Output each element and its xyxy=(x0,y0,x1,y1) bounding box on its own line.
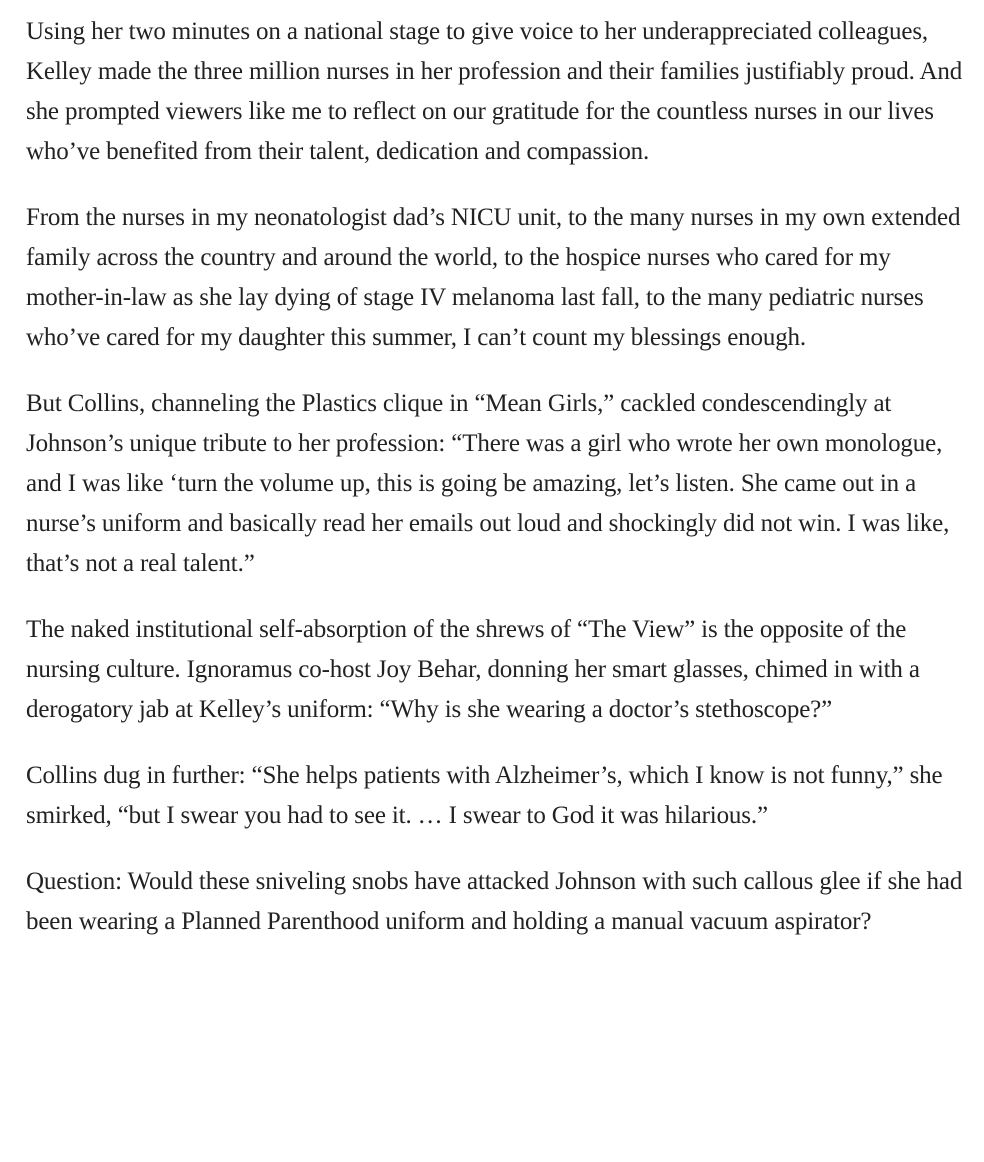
paragraph: From the nurses in my neonatologist dad’s NICU unit, to the many nurses in my own extended family across the country and around the world, to the hospice nurses who cared for my mother-in-law as she lay dying of stage IV melanoma last fall, to the many pediatric nurses who’ve cared for my daughter this summer, I can’t count my blessings enough. xyxy=(26,204,961,351)
paragraph: Using her two minutes on a national stage to give voice to her underappreciated colleagues, Kelley made the three million nurses in her profession and their families justifiably proud. And she prompted viewers like me to reflect on our gratitude for the countless nurses in our lives who’ve benefited from their talent, dedication and compassion. xyxy=(26,18,963,165)
paragraph: But Collins, channeling the Plastics clique in “Mean Girls,” cackled condescendingly at Johnson’s unique tribute to her profession: “There was a girl who wrote her own monologue, and I was like ‘turn the volume up, this is going be amazing, let’s listen. She came out in a nurse’s uniform and basically read her emails out loud and shockingly did not win. I was like, that’s not a real talent.” xyxy=(26,390,950,577)
paragraph: The naked institutional self-absorption of the shrews of “The View” is the opposite of the nursing culture. Ignoramus co-host Joy Behar, donning her smart glasses, chimed in with a derogatory jab at Kelley’s uniform: “Why is she wearing a doctor’s stethoscope?” xyxy=(26,616,920,723)
paragraph: Question: Would these sniveling snobs have attacked Johnson with such callous glee if she had been wearing a Planned Parenthood uniform and holding a manual vacuum aspirator? xyxy=(26,868,963,935)
paragraph: Collins dug in further: “She helps patients with Alzheimer’s, which I know is not funny,” she smirked, “but I swear you had to see it. … I swear to God it was hilarious.” xyxy=(26,762,943,829)
